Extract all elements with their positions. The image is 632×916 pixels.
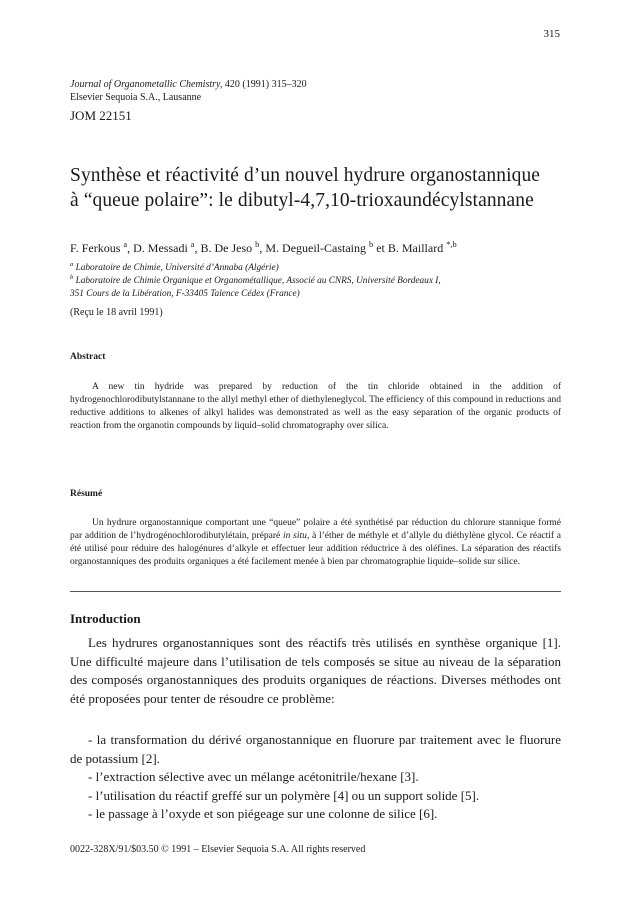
list-item-text: - le passage à l’oxyde et son piégeage sur une colonne de silice [6]. bbox=[88, 806, 438, 821]
article-title bbox=[70, 163, 570, 213]
received-date: (Reçu le 18 avril 1991) bbox=[70, 307, 163, 318]
copyright-footer: 0022-328X/91/$03.50 © 1991 – Elsevier Sequoia S.A. All rights reserved bbox=[70, 844, 366, 855]
list-item-text: - l’utilisation du réactif greffé sur un polymère [4] ou un support solide [5]. bbox=[88, 787, 480, 803]
author-affiliation-mark: b bbox=[255, 240, 260, 249]
author-affiliation-mark: a bbox=[190, 240, 195, 249]
list-item bbox=[70, 731, 561, 768]
journal-reference: 420 (1991) 315–320 bbox=[222, 79, 307, 90]
author-name: F. Ferkous bbox=[70, 241, 124, 255]
resume-italic-term: in situ bbox=[282, 531, 307, 541]
journal-name: Journal of Organometallic Chemistry, bbox=[70, 79, 223, 90]
resume-text bbox=[70, 517, 561, 569]
affiliation-mark: a bbox=[70, 260, 74, 268]
introduction-body: Les hydrures organostanniques sont des réactifs très utilisés en synthèse organique [1]. Une difficulté majeure dans l’utilisation de tels composés se situe au niveau de la séparation des composés organostanniques des produits organiques de réactions. Diverses méthodes ont été proposées pour tenter de résoudre ce problème: bbox=[70, 635, 561, 706]
resume-body-part-1: Un hydrure organostannique comportant une “queue” polaire a été synthétisé par réduction du chlorure stannique formé par addition de l’hydrogénochlorodibutylétain, préparé bbox=[70, 518, 561, 541]
abstract-body: A new tin hydride was prepared by reduction of the tin chloride obtained in the addition of hydrogenochlorodibutylstannane to the allyl methyl ether of diethyleneglycol. The efficiency of this compound in reductions and reductive additions to alkenes of alkyl halides was demonstrated as well as the easy separation of the organic products of reaction from the organotin compounds by liquid–solid chromatography over silica. bbox=[70, 382, 561, 431]
title-line-1: Synthèse et réactivité d’un nouvel hydrure organostannique bbox=[70, 165, 541, 186]
list-item bbox=[70, 787, 561, 806]
author-name: B. De Jeso bbox=[200, 241, 256, 255]
journal-citation bbox=[70, 79, 307, 91]
affiliation-b-address: 351 Cours de la Libération, F-33405 Talence Cédex (France) bbox=[70, 289, 300, 299]
author-affiliation-mark: *,b bbox=[446, 240, 457, 249]
author-separator: , bbox=[194, 241, 201, 255]
author-name: B. Maillard bbox=[387, 241, 447, 255]
author-name: M. Degueil-Castaing bbox=[265, 241, 370, 255]
affiliation-mark: b bbox=[70, 273, 74, 281]
list-item bbox=[70, 805, 561, 824]
introduction-heading: Introduction bbox=[70, 611, 141, 626]
title-line-2: à “queue polaire”: le dibutyl-4,7,10-trioxaundécylstannane bbox=[70, 190, 534, 211]
affiliation-text: Laboratoire de Chimie, Université d’Annaba (Algérie) bbox=[73, 263, 279, 273]
resume-body-part-2: , à l’éther de méthyle et d’allyle du diéthylène glycol. Ce réactif a été utilisé pour réduire des halogénures d’alkyle et effectuer leur addition réductrice à des oléfines. La séparation des réactifs organostanniques des produits organiques a été facilement menée à bien par chromatographie liquide–solide sur silice. bbox=[70, 531, 561, 567]
resume-heading: Résumé bbox=[70, 489, 103, 499]
jom-code: JOM 22151 bbox=[70, 108, 132, 123]
author-affiliation-mark: a bbox=[123, 240, 128, 249]
list-item bbox=[70, 768, 561, 787]
abstract-text bbox=[70, 381, 561, 433]
author-separator: , bbox=[127, 241, 134, 255]
author-list bbox=[70, 241, 457, 256]
author-name: D. Messadi bbox=[133, 241, 191, 255]
abstract-heading: Abstract bbox=[70, 352, 106, 362]
author-separator: , bbox=[259, 241, 266, 255]
method-list bbox=[70, 731, 561, 824]
page-number: 315 bbox=[543, 28, 560, 40]
list-item-text: - la transformation du dérivé organostannique en fluorure par traitement avec le fluorure de potassium [2]. bbox=[70, 732, 561, 766]
author-separator: et bbox=[373, 241, 388, 255]
author-affiliation-mark: b bbox=[369, 240, 374, 249]
list-item-text: - l’extraction sélective avec un mélange acétonitrile/hexane [3]. bbox=[88, 769, 419, 784]
affiliation-b bbox=[70, 273, 441, 286]
section-divider bbox=[70, 591, 561, 592]
affiliation-a bbox=[70, 260, 279, 273]
publisher-line: Elsevier Sequoia S.A., Lausanne bbox=[70, 92, 202, 103]
introduction-paragraph bbox=[70, 634, 561, 708]
affiliation-text: Laboratoire de Chimie Organique et Organométallique, Associé au CNRS, Université Bordeaux I, bbox=[73, 276, 441, 286]
